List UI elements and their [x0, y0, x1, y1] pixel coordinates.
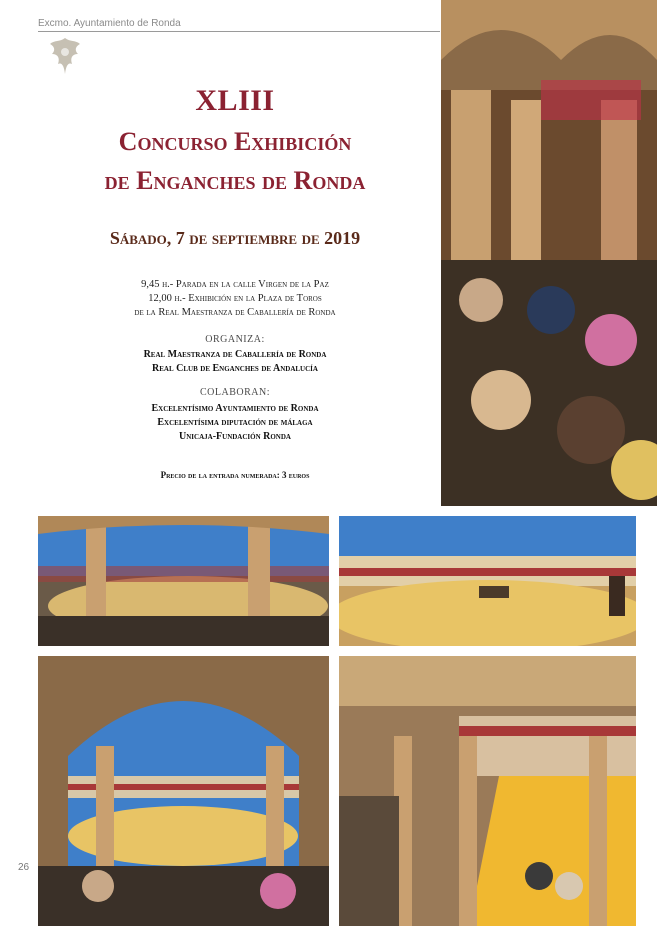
- header-divider: [38, 31, 440, 32]
- organizer-item: Real Maestranza de Caballería de Ronda: [143, 349, 327, 360]
- photo-arena-wide: [339, 516, 636, 646]
- collaborator-item: Unicaja-Fundación Ronda: [179, 431, 291, 442]
- collaborator-item: Excelentísima diputación de málaga: [157, 417, 313, 428]
- event-title-line1: Concurso Exhibición: [118, 127, 352, 156]
- photo-arch-arena: [38, 656, 329, 926]
- organizer-item: Real Club de Enganches de Andalucía: [152, 363, 318, 374]
- institution-header: Excmo. Ayuntamiento de Ronda: [38, 18, 181, 29]
- ticket-price: Precio de la entrada numerada: 3 euros: [160, 470, 310, 480]
- colaboran-label: COLABORAN:: [199, 387, 270, 398]
- event-title-line2: de Enganches de Ronda: [104, 166, 366, 195]
- photo-arcade-sand: [339, 656, 636, 926]
- schedule-line: 12,00 h.- Exhibición en la Plaza de Toros: [148, 293, 322, 304]
- hero-photo-arcade-crowd: [441, 0, 657, 506]
- schedule-line: 9,45 h.- Parada en la calle Virgen de la Paz: [141, 279, 329, 290]
- collaborator-item: Excelentísimo Ayuntamiento de Ronda: [151, 403, 319, 414]
- organiza-label: ORGANIZA:: [205, 334, 265, 345]
- photo-arena-columns: [38, 516, 329, 646]
- coat-of-arms-logo: [40, 36, 90, 76]
- event-date: Sábado, 7 de septiembre de 2019: [109, 228, 361, 248]
- edition-number: XLIII: [195, 84, 275, 117]
- schedule-line: de la Real Maestranza de Caballería de Ronda: [134, 307, 336, 318]
- page-number: 26: [18, 862, 30, 873]
